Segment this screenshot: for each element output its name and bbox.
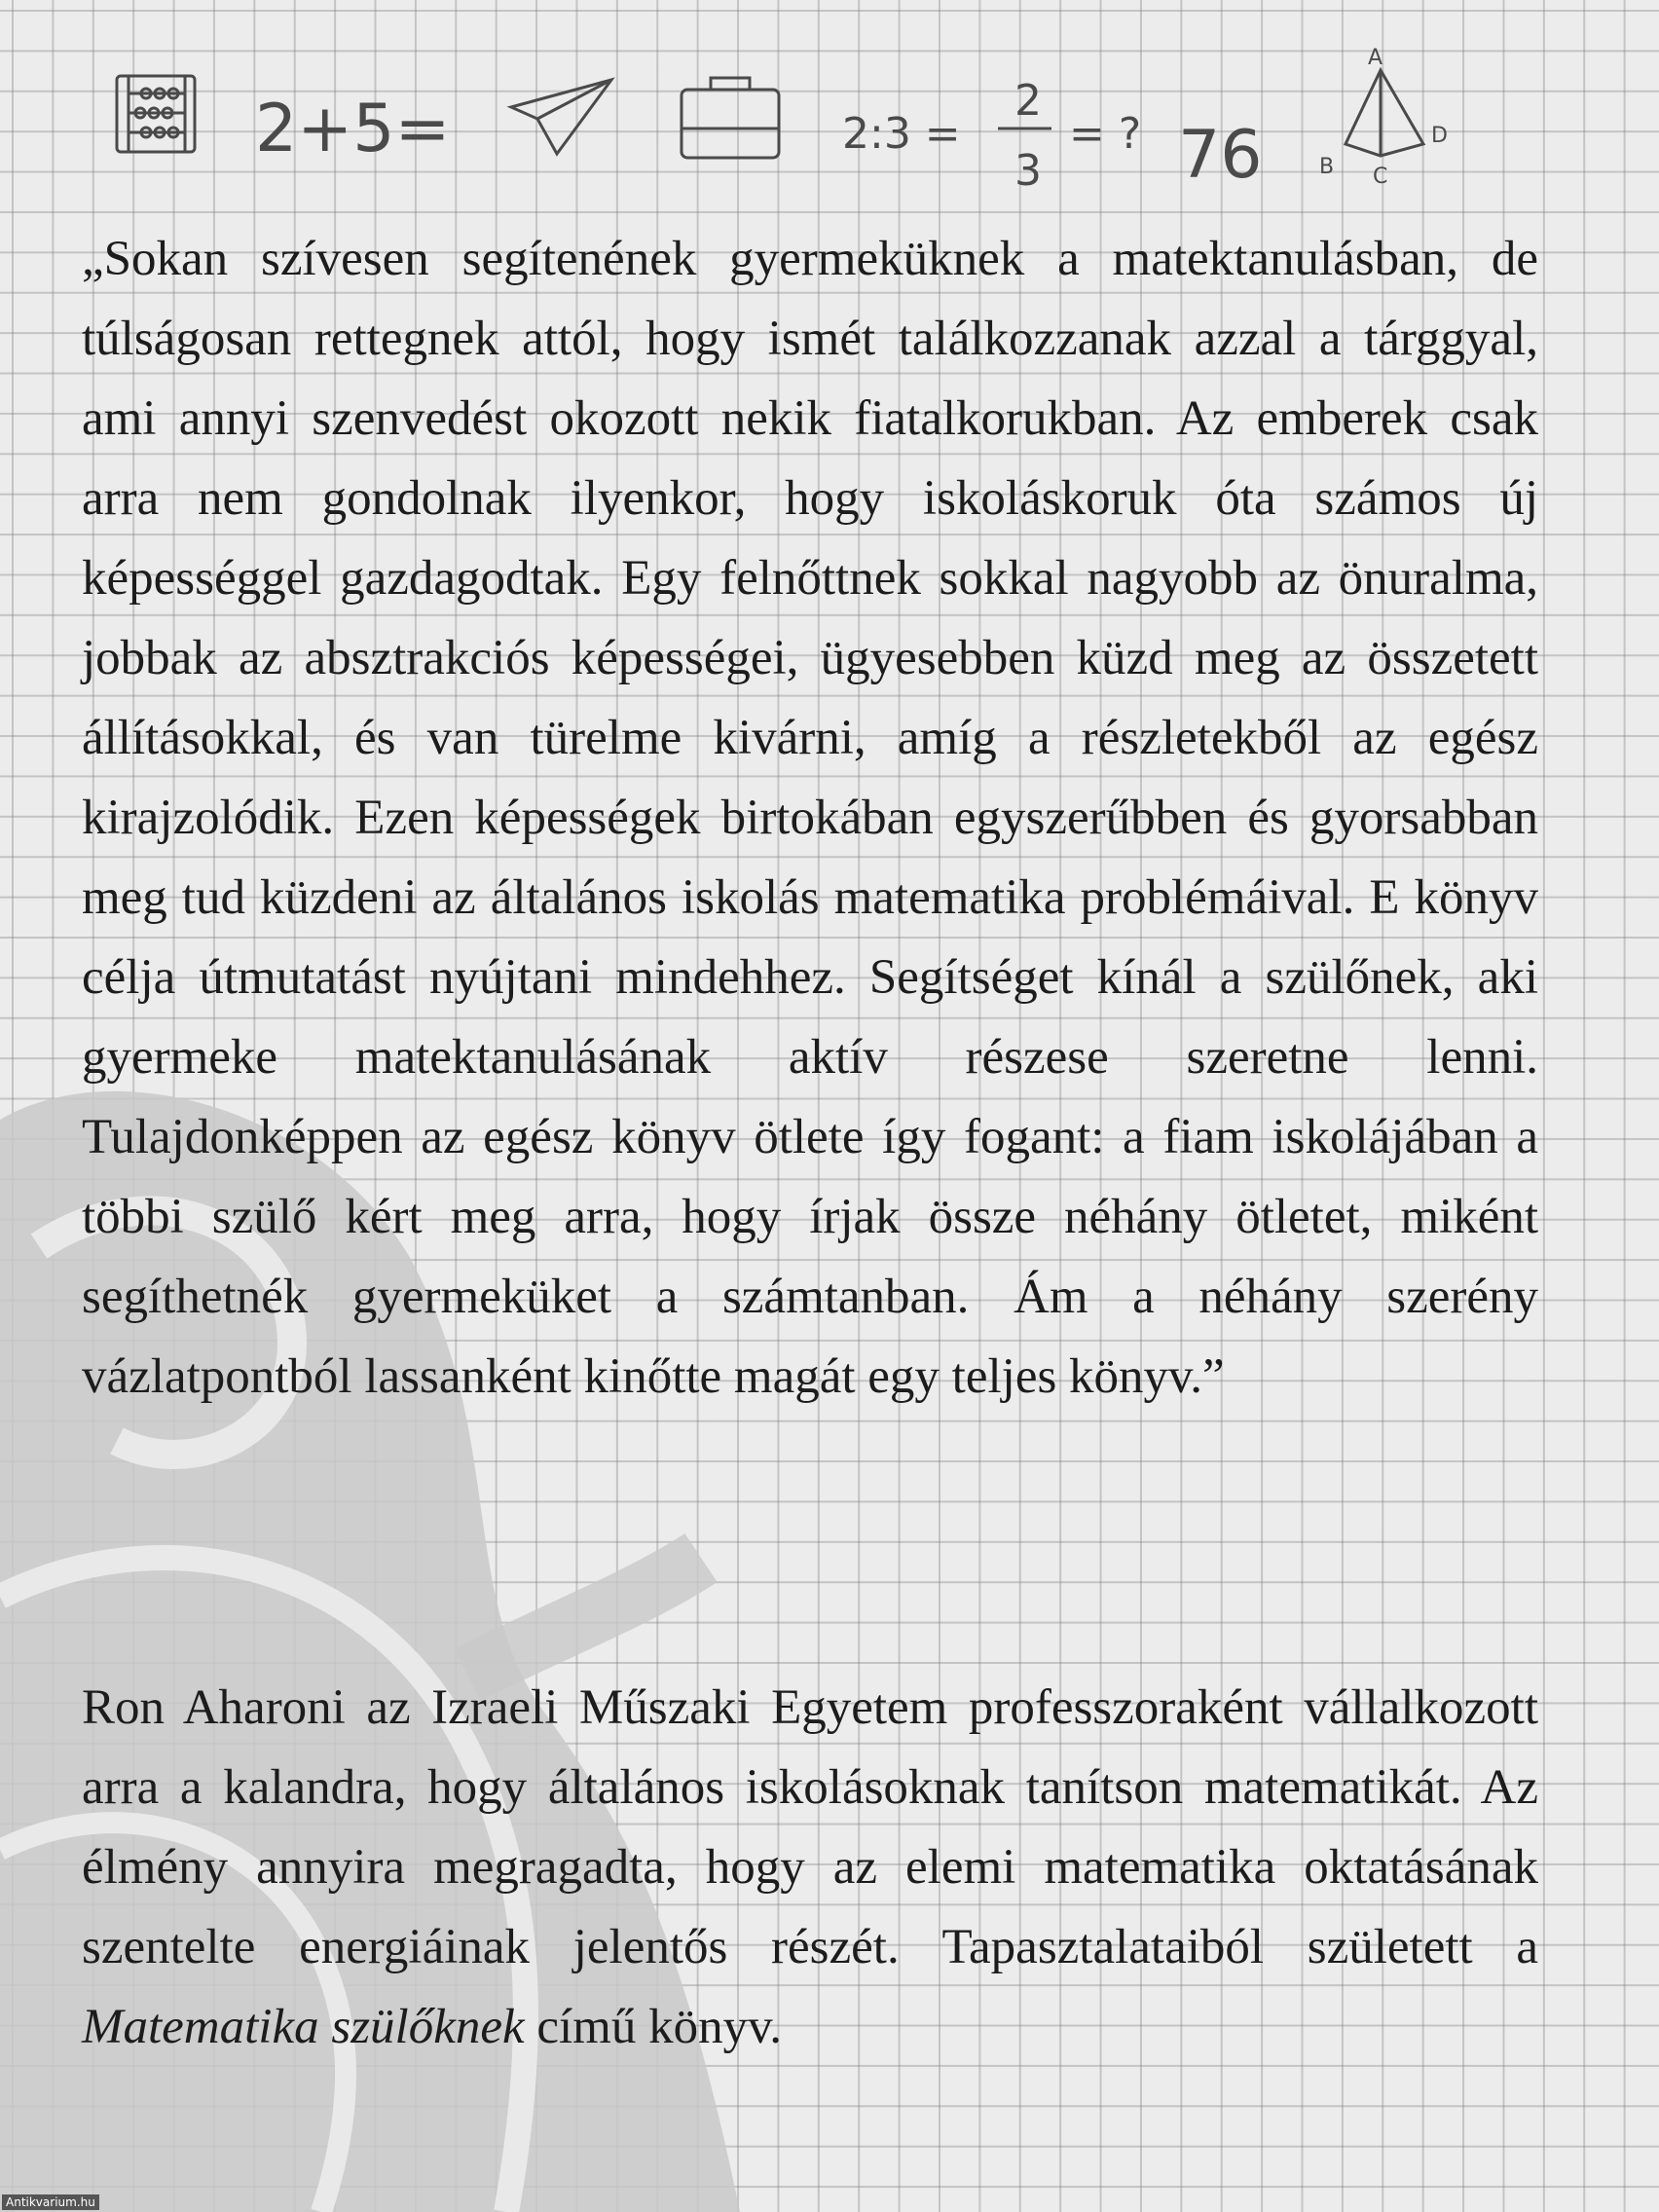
pyramid-icon [1346, 70, 1423, 156]
briefcase-icon [682, 78, 779, 158]
doodle-ratio-end: = ? [1069, 109, 1142, 159]
math-doodles-header [0, 0, 1659, 224]
author-bio-paragraph [82, 1668, 1538, 2067]
quote-text: „Sokan szívesen segítenének gyermeküknek a matektanulásban, de túlságosan rettegnek attól, hogy ismét találkozzanak azzal a tárggyal, ami annyi szenvedést okozott nekik fiatalkorukban. Az emberek csak arra nem gondolnak ilyenkor, hogy iskoláskoruk óta számos új képességgel gazdagodtak. Egy felnőttnek sokkal nagyobb az önuralma, jobbak az absztrakciós képességei, ügyesebben küzd meg az összetett állításokkal, és van türelme kivárni, amíg a részletekből az egész kirajzolódik. Ezen képességek birtokában egyszerűbben és gyorsabban meg tud küzdeni az általános iskolás matematika problémáival. E könyv célja útmutatást nyújtani mindehhez. Segítséget kínál a szülőnek, aki gyermeke matektanulásának aktív részese szeretne lenni. Tulajdonképpen az egész könyv ötlete így fogant: a fiam iskolájában a többi szülő kért meg arra, hogy írjak össze néhány ötletet, miként segíthetnék gyermeküket a számtanban. Ám a néhány szerény vázlatpontból lassanként kinőtte magát egy teljes könyv.” [82, 232, 1538, 1404]
pyramid-label-left: B [1319, 155, 1335, 179]
abacus-icon [117, 76, 195, 152]
quote-paragraph [82, 219, 1538, 1417]
watermark-band [467, 1558, 701, 1675]
paper-plane-icon [511, 80, 611, 154]
doodle-number: 76 [1178, 117, 1263, 194]
doodle-fraction-numerator: 2 [1014, 76, 1042, 126]
doodle-fraction-denominator: 3 [1014, 146, 1042, 196]
pyramid-label-top: A [1368, 46, 1383, 70]
author-bio [82, 1668, 1538, 2067]
bio-text-after: című könyv. [524, 2000, 783, 2054]
book-title: Matematika szülőknek [82, 2000, 525, 2054]
source-watermark: Antikvarium.hu [2, 2194, 99, 2210]
pyramid-label-right: D [1431, 124, 1448, 148]
doodle-equation: 2+5= [255, 91, 451, 167]
doodle-ratio: 2:3 = [842, 109, 961, 159]
pyramid-label-bottom: C [1373, 165, 1388, 189]
bio-text-before: Ron Aharoni az Izraeli Műszaki Egyetem professzoraként vállalkozott arra a kalandra, hogy általános iskolásoknak tanítson matematikát. Az élmény annyira megragadta, hogy az elemi matematika oktatásának szentelte energiáinak jelentős részét. Tapasztalataiból született a [82, 1680, 1538, 1974]
